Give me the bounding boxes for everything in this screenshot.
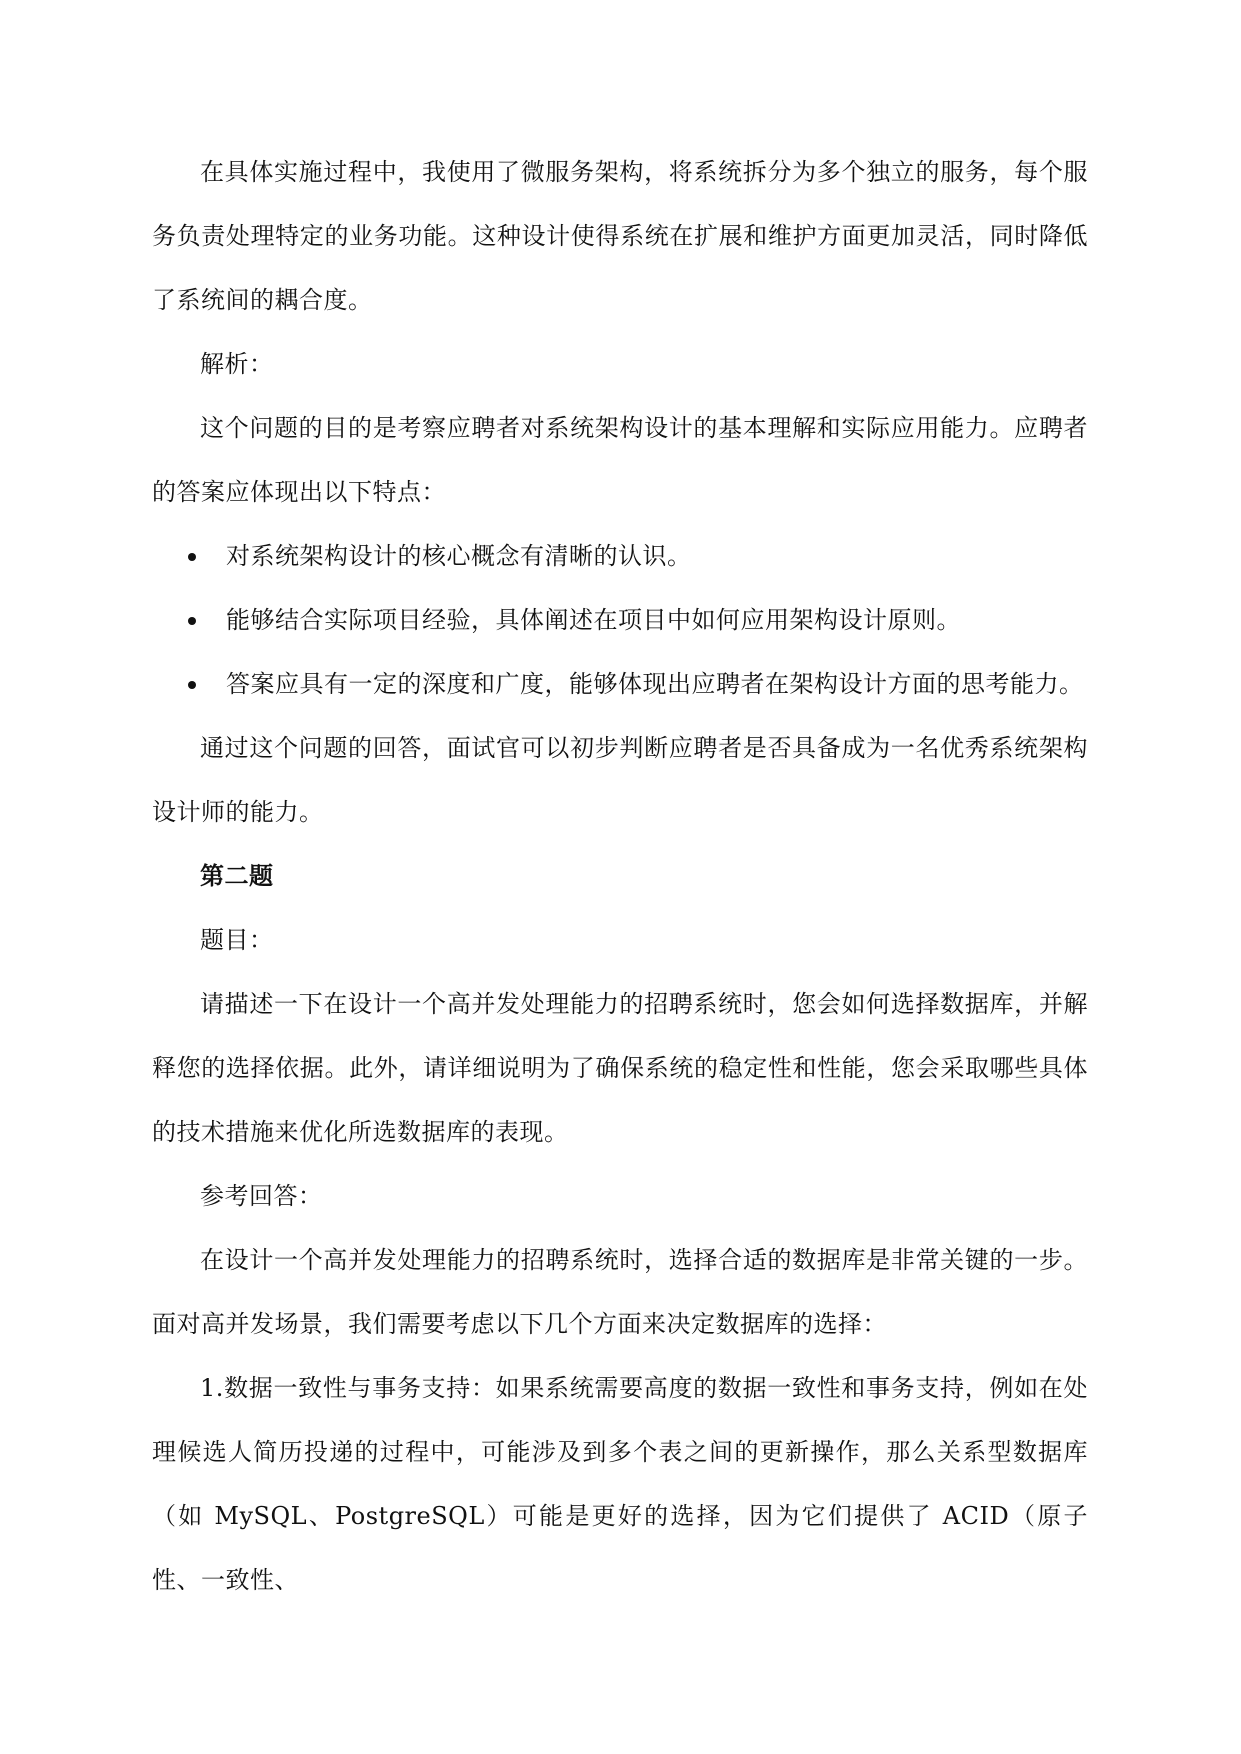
section-heading-question-two: 第二题	[200, 861, 274, 890]
document-body	[152, 140, 1088, 1612]
list-item-text: 能够结合实际项目经验，具体阐述在项目中如何应用架构设计原则。	[226, 606, 961, 634]
list-item-text: 答案应具有一定的深度和广度，能够体现出应聘者在架构设计方面的思考能力。	[226, 670, 1084, 698]
bullet-dot-icon	[188, 617, 196, 625]
paragraph-analysis-heading: 解析：	[200, 350, 274, 378]
paragraph-reference-label: 参考回答：	[200, 1182, 323, 1210]
list-item	[152, 588, 1088, 652]
paragraph-point-one: 1.数据一致性与事务支持：如果系统需要高度的数据一致性和事务支持，例如在处理候选人简历投递的过程中，可能涉及到多个表之间的更新操作，那么关系型数据库（如 MySQL、PostgreSQL）可能是更好的选择，因为它们提供了 ACID（原子性、一致性、	[152, 1374, 1088, 1594]
paragraph-microservices: 在具体实施过程中，我使用了微服务架构，将系统拆分为多个独立的服务，每个服务负责处理特定的业务功能。这种设计使得系统在扩展和维护方面更加灵活，同时降低了系统间的耦合度。	[152, 158, 1088, 314]
bullet-dot-icon	[188, 681, 196, 689]
list-item-text: 对系统架构设计的核心概念有清晰的认识。	[226, 542, 692, 570]
bullet-list	[152, 524, 1088, 716]
list-item	[152, 524, 1088, 588]
paragraph-reference-intro: 在设计一个高并发处理能力的招聘系统时，选择合适的数据库是非常关键的一步。面对高并发场景，我们需要考虑以下几个方面来决定数据库的选择：	[152, 1246, 1088, 1338]
paragraph-conclusion: 通过这个问题的回答，面试官可以初步判断应聘者是否具备成为一名优秀系统架构设计师的能力。	[152, 734, 1088, 826]
paragraph-question-text: 请描述一下在设计一个高并发处理能力的招聘系统时，您会如何选择数据库，并解释您的选择依据。此外，请详细说明为了确保系统的稳定性和性能，您会采取哪些具体的技术措施来优化所选数据库的表现。	[152, 990, 1088, 1146]
paragraph-analysis-intro: 这个问题的目的是考察应聘者对系统架构设计的基本理解和实际应用能力。应聘者的答案应体现出以下特点：	[152, 414, 1088, 506]
list-item	[152, 652, 1088, 716]
paragraph-question-label: 题目：	[200, 926, 274, 954]
bullet-dot-icon	[188, 553, 196, 561]
